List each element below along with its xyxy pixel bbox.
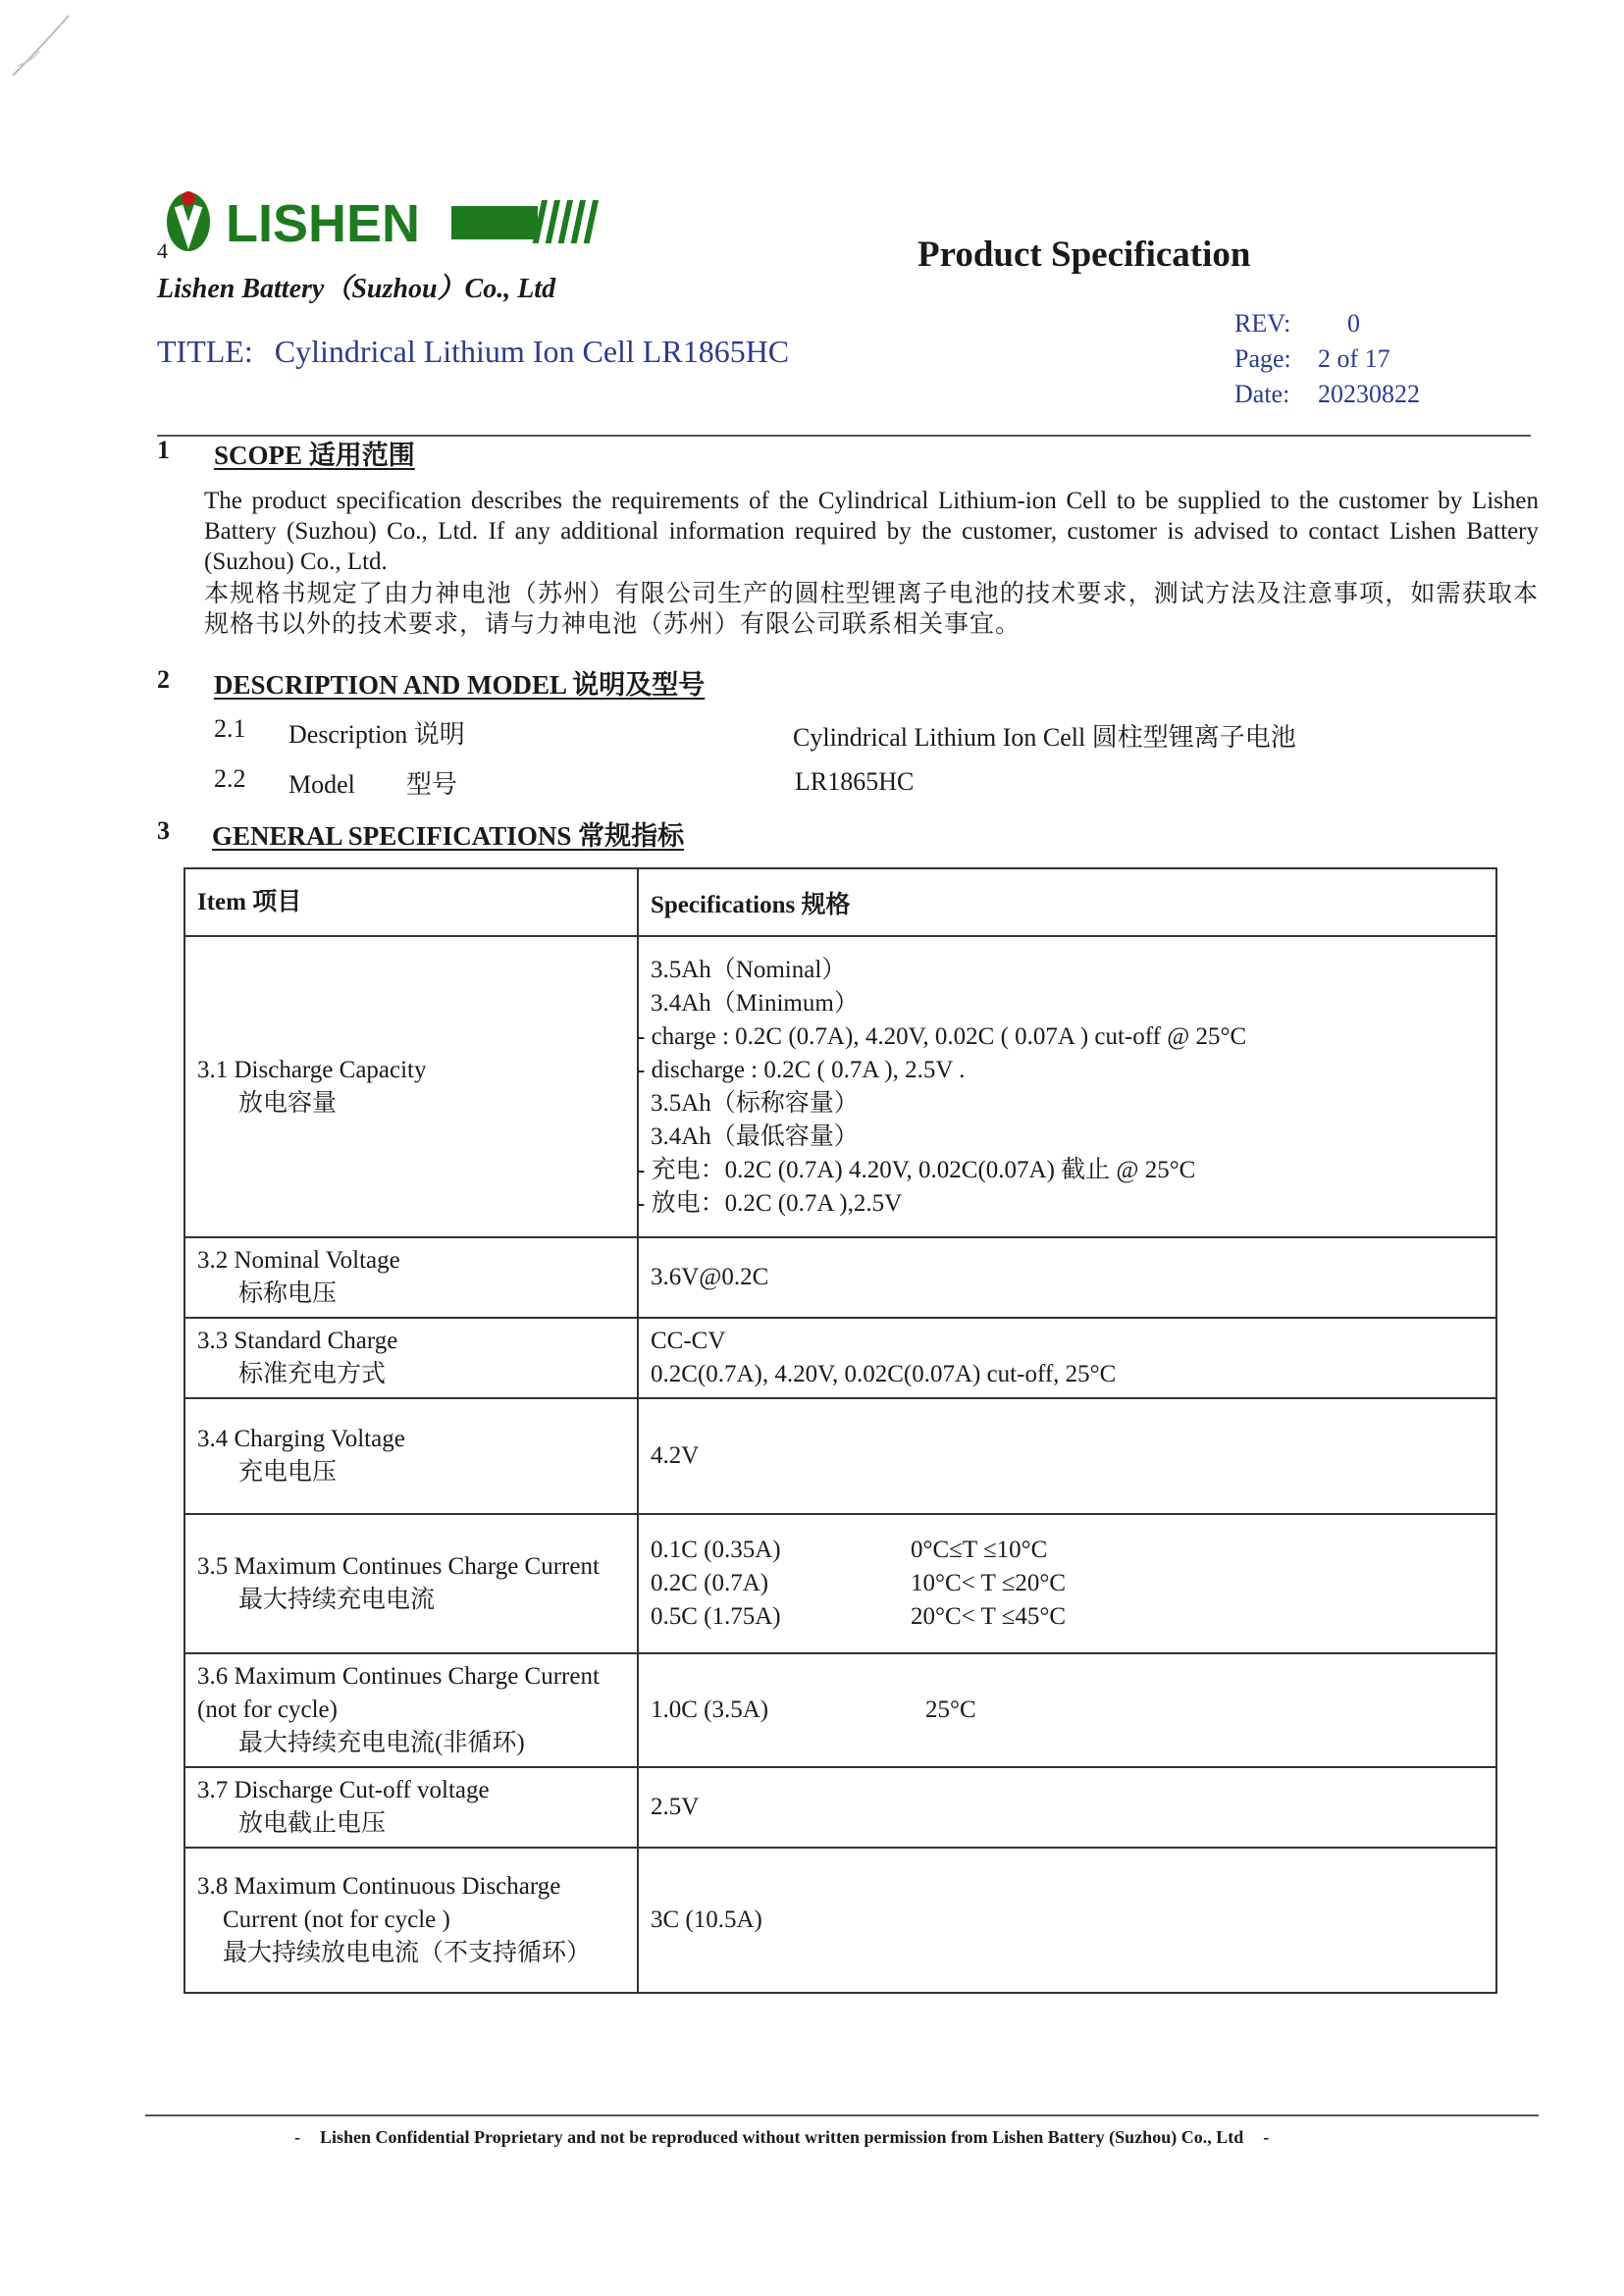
table-row bbox=[184, 1237, 1496, 1318]
item-label-en: 3.4 Charging Voltage bbox=[197, 1426, 405, 1452]
section-2-number: 2 bbox=[157, 665, 170, 694]
item-cell bbox=[184, 1653, 638, 1767]
item-cell bbox=[184, 1318, 638, 1398]
document-title bbox=[157, 334, 811, 370]
lishen-logo bbox=[157, 186, 648, 255]
item-cell bbox=[184, 1767, 638, 1848]
scope-paragraph-cn: 本规格书规定了由力神电池（苏州）有限公司生产的圆柱型锂离子电池的技术要求，测试方法及注意事项，如需获取本规格书以外的技术要求，请与力神电池（苏州）有限公司联系相关事宜。 bbox=[204, 581, 1539, 638]
spec-line: 3.4Ah（最低容量） bbox=[651, 1122, 859, 1150]
section-3-number: 3 bbox=[157, 816, 170, 845]
item-label-en: 3.5 Maximum Continues Charge Current bbox=[197, 1553, 600, 1580]
spec-line: CC-CV bbox=[651, 1328, 726, 1354]
title-value: Cylindrical Lithium Ion Cell LR1865HC bbox=[274, 334, 790, 369]
item-label-cn: 标准充电方式 bbox=[238, 1361, 387, 1387]
logo-wordmark: LISHEN bbox=[226, 194, 421, 253]
date-value: 20230822 bbox=[1318, 380, 1420, 408]
item-cell bbox=[184, 1514, 638, 1653]
table-row bbox=[184, 1514, 1496, 1653]
column-header-specifications: Specifications 规格 bbox=[638, 868, 1496, 936]
item-label-en: 3.8 Maximum Continuous Discharge bbox=[197, 1873, 561, 1900]
footer-dash: - bbox=[294, 2127, 300, 2147]
spec-line: - 充电：0.2C (0.7A) 4.20V, 0.02C(0.07A) 截止 @ 25°C bbox=[637, 1156, 1196, 1183]
section-2-title: DESCRIPTION AND MODEL 说明及型号 bbox=[214, 670, 706, 700]
spec-line: 3.5Ah（标称容量） bbox=[651, 1089, 859, 1117]
page-marker: 4 bbox=[157, 238, 168, 263]
item-cell bbox=[184, 1848, 638, 1993]
footer-text: Lishen Confidential Proprietary and not be reproduced without written permission from Lishen Battery (Suzhou) Co., Ltd bbox=[320, 2127, 1244, 2147]
desc-row-label: Description 说明 bbox=[288, 720, 465, 749]
item-label-en: 3.3 Standard Charge bbox=[197, 1328, 398, 1354]
table-row bbox=[184, 1767, 1496, 1848]
spec-line: 3.4Ah（Minimum） bbox=[651, 989, 859, 1017]
confidential-footer bbox=[275, 2127, 1288, 2148]
item-label-en: 3.6 Maximum Continues Charge Current bbox=[197, 1663, 600, 1690]
item-label-en: 3.7 Discharge Cut-off voltage bbox=[197, 1777, 490, 1803]
rev-value: 0 bbox=[1347, 309, 1360, 338]
item-label-cn: 最大持续充电电流 bbox=[238, 1587, 436, 1613]
table-header-row bbox=[184, 868, 1496, 936]
table-row bbox=[184, 936, 1496, 1237]
spec-line: 3.5Ah（Nominal） bbox=[651, 956, 847, 983]
spec-cell bbox=[638, 1318, 1496, 1398]
desc-row-number: 2.1 bbox=[214, 714, 246, 743]
column-header-item: Item 项目 bbox=[184, 868, 638, 936]
model-row-number: 2.2 bbox=[214, 764, 246, 793]
desc-row-value: Cylindrical Lithium Ion Cell 圆柱型锂离子电池 bbox=[793, 723, 1296, 752]
spec-line: 0.2C(0.7A), 4.20V, 0.02C(0.07A) cut-off, 25°C bbox=[651, 1361, 1117, 1387]
section-1-title: SCOPE 适用范围 bbox=[214, 441, 415, 470]
spec-cell bbox=[638, 1514, 1496, 1653]
footer-dash: - bbox=[1263, 2127, 1270, 2147]
spec-line: - charge : 0.2C (0.7A), 4.20V, 0.02C ( 0.07A ) cut-off @ 25°C bbox=[637, 1022, 1247, 1050]
item-label-cn: 标称电压 bbox=[238, 1280, 338, 1307]
spec-cell bbox=[638, 936, 1496, 1237]
spec-line: 1.0C (3.5A) 25°C bbox=[651, 1696, 976, 1723]
rev-label: REV: bbox=[1234, 309, 1291, 338]
table-row bbox=[184, 1318, 1496, 1398]
revision-block bbox=[1234, 306, 1420, 412]
model-row-label: Model 型号 bbox=[288, 770, 457, 799]
general-specifications-table bbox=[183, 867, 1497, 1994]
spec-line: 0.1C (0.35A) 0°C≤T ≤10°C bbox=[651, 1537, 1048, 1563]
item-label-cn: 最大持续充电电流(非循环) bbox=[238, 1730, 525, 1756]
page-label: Page: bbox=[1234, 344, 1291, 373]
section-1-number: 1 bbox=[157, 436, 170, 464]
scan-mark-decoration bbox=[8, 12, 77, 80]
spec-cell: 4.2V bbox=[638, 1398, 1496, 1514]
item-label-en: (not for cycle) bbox=[197, 1696, 338, 1723]
item-label-cn: 最大持续放电电流（不支持循环） bbox=[223, 1940, 592, 1966]
table-row bbox=[184, 1653, 1496, 1767]
title-label: TITLE: bbox=[157, 334, 253, 369]
spec-line: - discharge : 0.2C ( 0.7A ), 2.5V . bbox=[637, 1056, 966, 1083]
footer-divider bbox=[145, 2114, 1539, 2116]
item-cell bbox=[184, 1237, 638, 1318]
page-value: 2 of 17 bbox=[1318, 344, 1390, 373]
table-row bbox=[184, 1848, 1496, 1993]
spec-line: - 放电：0.2C (0.7A ),2.5V bbox=[637, 1189, 903, 1217]
date-label: Date: bbox=[1234, 380, 1290, 408]
item-cell bbox=[184, 1398, 638, 1514]
spec-cell: 2.5V bbox=[638, 1767, 1496, 1848]
spec-cell bbox=[638, 1653, 1496, 1767]
item-label-en: 3.2 Nominal Voltage bbox=[197, 1247, 400, 1274]
item-label-en: 3.1 Discharge Capacity bbox=[197, 1056, 427, 1083]
company-name: Lishen Battery（Suzhou）Co., Ltd bbox=[157, 274, 556, 304]
spec-line: 0.2C (0.7A) 10°C< T ≤20°C bbox=[651, 1570, 1067, 1596]
item-cell bbox=[184, 936, 638, 1237]
spec-cell: 3.6V@0.2C bbox=[638, 1237, 1496, 1318]
document-heading: Product Specification bbox=[917, 235, 1251, 275]
table-row bbox=[184, 1398, 1496, 1514]
item-label-cn: 放电容量 bbox=[238, 1089, 338, 1117]
spec-line: 0.5C (1.75A) 20°C< T ≤45°C bbox=[651, 1603, 1067, 1630]
item-label-cn: 充电电压 bbox=[238, 1459, 338, 1486]
model-row-value: LR1865HC bbox=[795, 767, 915, 796]
section-3-title: GENERAL SPECIFICATIONS 常规指标 bbox=[212, 821, 685, 851]
item-label-en: Current (not for cycle ) bbox=[223, 1906, 450, 1933]
spec-cell: 3C (10.5A) bbox=[638, 1848, 1496, 1993]
scope-paragraph-en: The product specification describes the requirements of the Cylindrical Lithium-ion Cell to be supplied to the customer by Lishen Battery (Suzhou) Co., Ltd. If any additional information required by the customer, customer is advised to contact Lishen Battery (Suzhou) Co., Ltd. bbox=[204, 488, 1539, 575]
item-label-cn: 放电截止电压 bbox=[238, 1810, 387, 1837]
